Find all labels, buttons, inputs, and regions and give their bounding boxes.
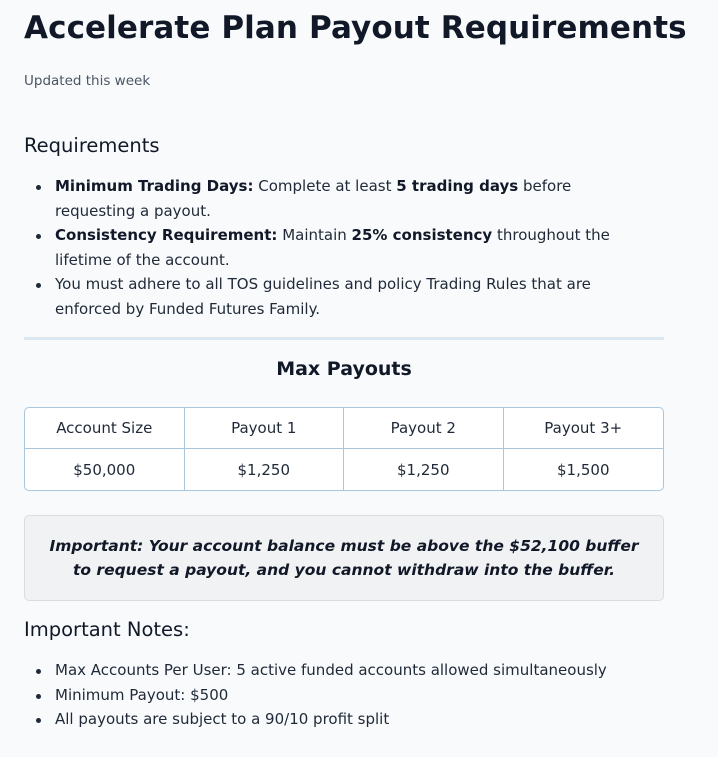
column-header-account-size: Account Size (25, 408, 185, 449)
column-header-payout-2: Payout 2 (344, 408, 504, 449)
requirements-heading: Requirements (24, 134, 160, 157)
requirement-text: You must adhere to all TOS guidelines and policy Trading Rules that are enforced by Funded Futures Family. (55, 275, 591, 318)
important-callout-text: Important: Your account balance must be above the $52,100 buffer to request a payout, and you cannot withdraw into the buffer. (49, 537, 639, 579)
cell-payout-2: $1,250 (344, 449, 504, 490)
updated-label: Updated this week (24, 73, 151, 89)
table-row (25, 449, 663, 490)
requirement-text: Maintain (277, 226, 352, 244)
requirement-text: throughout the lifetime of the account. (55, 226, 610, 269)
table-header-row (25, 408, 663, 449)
requirement-text: Complete at least (253, 177, 397, 195)
note-item: All payouts are subject to a 90/10 profit split (24, 707, 654, 732)
important-callout (24, 515, 664, 601)
requirement-label: Minimum Trading Days: (55, 177, 254, 195)
important-notes-heading: Important Notes: (24, 618, 190, 641)
important-notes-list (24, 658, 654, 732)
requirement-text: before requesting a payout. (55, 177, 572, 220)
cell-payout-1: $1,250 (185, 449, 345, 490)
requirement-item-consistency (24, 223, 654, 272)
requirement-strong: 25% consistency (351, 226, 493, 244)
column-header-payout-1: Payout 1 (185, 408, 345, 449)
requirement-item-trading-days (24, 174, 654, 223)
cell-payout-3: $1,500 (557, 460, 610, 479)
cell-account-size: $50,000 (25, 449, 185, 490)
note-item: Minimum Payout: $500 (24, 683, 654, 708)
requirement-item-tos (24, 272, 654, 321)
requirement-label: Consistency Requirement: (55, 226, 278, 244)
note-item: Max Accounts Per User: 5 active funded accounts allowed simultaneously (24, 658, 654, 683)
section-divider (24, 337, 664, 340)
page-title: Accelerate Plan Payout Requirements (24, 10, 687, 46)
max-payouts-heading: Max Payouts (276, 358, 412, 380)
column-header-payout-3: Payout 3+ (504, 408, 664, 449)
requirement-strong: 5 trading days (396, 177, 519, 195)
max-payouts-table (24, 407, 664, 491)
requirements-list (24, 174, 654, 321)
